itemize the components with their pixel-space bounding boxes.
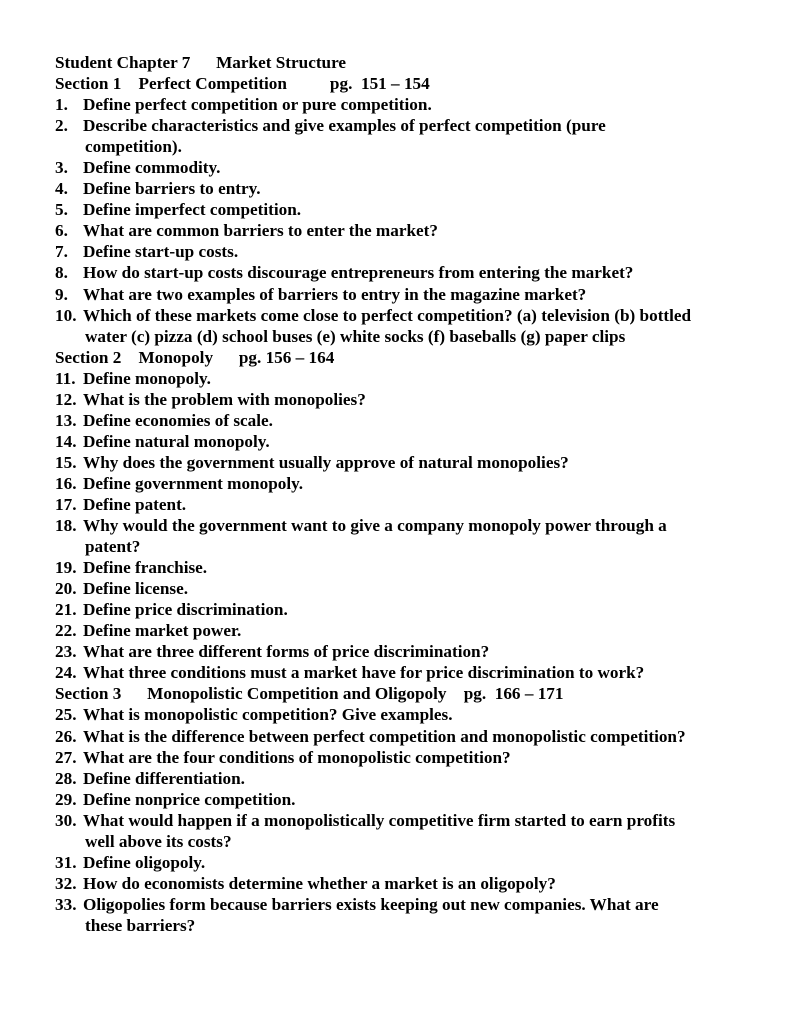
question-text: [83, 768, 755, 789]
question-item: [55, 641, 755, 662]
question-item: [55, 768, 755, 789]
question-item: [55, 452, 755, 473]
question-number: 26.: [55, 726, 77, 746]
question-number: 13.: [55, 410, 77, 430]
question-text: [83, 94, 755, 115]
question-continuation-line: well above its costs?: [85, 831, 232, 851]
question-text: [83, 157, 755, 178]
question-item: [55, 262, 755, 283]
question-number: 31.: [55, 852, 77, 872]
section-heading-section-3: Section 3 Monopolistic Competition and Oligopoly pg. 166 – 171: [55, 684, 564, 704]
question-text: [83, 452, 755, 473]
question-item: [55, 852, 755, 873]
question-number: 2.: [55, 116, 68, 136]
question-line: Oligopolies form because barriers exists keeping out new companies. What are: [83, 894, 659, 914]
question-line: Define government monopoly.: [83, 473, 304, 493]
section-heading-section-2: Section 2 Monopoly pg. 156 – 164: [55, 347, 335, 367]
question-line: What three conditions must a market have for price discrimination to work?: [83, 663, 645, 683]
question-text: [83, 220, 755, 241]
document-title: Student Chapter 7 Market Structure: [55, 53, 347, 72]
question-line: What is the problem with monopolies?: [83, 389, 366, 409]
question-line: Describe characteristics and give examples of perfect competition (pure: [83, 116, 606, 136]
question-text: [83, 873, 755, 894]
question-text: [83, 620, 755, 641]
question-item: [55, 599, 755, 620]
question-number: 32.: [55, 873, 77, 893]
question-number: 33.: [55, 894, 77, 914]
question-line: Define license.: [83, 579, 189, 599]
question-line: What are three different forms of price discrimination?: [83, 642, 490, 662]
question-item: [55, 368, 755, 389]
question-text: [83, 810, 755, 852]
question-number: 14.: [55, 431, 77, 451]
question-line: How do economists determine whether a market is an oligopoly?: [83, 873, 556, 893]
question-item: [55, 157, 755, 178]
question-number: 27.: [55, 747, 77, 767]
question-text: [83, 747, 755, 768]
question-text: [83, 599, 755, 620]
question-text: [83, 431, 755, 452]
question-number: 1.: [55, 95, 68, 115]
question-item: [55, 389, 755, 410]
question-text: [83, 641, 755, 662]
question-line: What is the difference between perfect competition and monopolistic competition?: [83, 726, 686, 746]
question-item: [55, 220, 755, 241]
question-number: 29.: [55, 789, 77, 809]
question-line: Define franchise.: [83, 558, 208, 578]
question-item: [55, 410, 755, 431]
question-text: [83, 473, 755, 494]
question-line: Define natural monopoly.: [83, 431, 270, 451]
question-number: 6.: [55, 221, 68, 241]
question-line: Define start-up costs.: [83, 242, 239, 262]
question-number: 18.: [55, 516, 77, 536]
question-number: 4.: [55, 179, 68, 199]
question-item: [55, 284, 755, 305]
question-text: [83, 115, 755, 157]
question-text: [83, 178, 755, 199]
question-item: [55, 747, 755, 768]
question-text: [83, 662, 755, 683]
question-line: Define patent.: [83, 494, 187, 514]
question-item: [55, 494, 755, 515]
question-continuation-line: competition).: [85, 137, 182, 157]
question-text: [83, 852, 755, 873]
question-text: [83, 305, 755, 347]
question-number: 22.: [55, 621, 77, 641]
question-text: [83, 410, 755, 431]
question-line: Why would the government want to give a company monopoly power through a: [83, 516, 667, 536]
question-item: [55, 557, 755, 578]
question-text: [83, 704, 755, 725]
question-number: 9.: [55, 284, 68, 304]
question-line: Define nonprice competition.: [83, 789, 296, 809]
question-item: [55, 662, 755, 683]
question-line: How do start-up costs discourage entrepreneurs from entering the market?: [83, 263, 634, 283]
question-line: Define economies of scale.: [83, 410, 273, 430]
question-number: 5.: [55, 200, 68, 220]
question-item: [55, 894, 755, 936]
question-item: [55, 620, 755, 641]
question-number: 8.: [55, 263, 68, 283]
document-body: [55, 52, 755, 936]
question-item: [55, 431, 755, 452]
question-line: Define perfect competition or pure competition.: [83, 95, 432, 115]
question-number: 16.: [55, 473, 77, 493]
question-line: Why does the government usually approve of natural monopolies?: [83, 452, 569, 472]
question-text: [83, 894, 755, 936]
question-line: What are the four conditions of monopolistic competition?: [83, 747, 511, 767]
question-number: 25.: [55, 705, 77, 725]
question-line: What would happen if a monopolistically competitive firm started to earn profits: [83, 810, 676, 830]
question-line: Define market power.: [83, 621, 242, 641]
question-text: [83, 284, 755, 305]
question-line: Define imperfect competition.: [83, 200, 302, 220]
question-line: Define monopoly.: [83, 368, 211, 388]
question-item: [55, 241, 755, 262]
question-continuation-line: patent?: [85, 537, 141, 557]
sections-container: [55, 73, 755, 936]
question-number: 28.: [55, 768, 77, 788]
question-number: 7.: [55, 242, 68, 262]
question-text: [83, 726, 755, 747]
question-number: 17.: [55, 494, 77, 514]
question-text: [83, 494, 755, 515]
question-item: [55, 704, 755, 725]
question-text: [83, 241, 755, 262]
question-line: What is monopolistic competition? Give examples.: [83, 705, 453, 725]
question-line: Which of these markets come close to perfect competition? (a) television (b) bottled: [83, 305, 692, 325]
question-item: [55, 199, 755, 220]
question-number: 12.: [55, 389, 77, 409]
question-item: [55, 810, 755, 852]
question-line: What are two examples of barriers to entry in the magazine market?: [83, 284, 587, 304]
question-item: [55, 726, 755, 747]
question-continuation-line: water (c) pizza (d) school buses (e) white socks (f) baseballs (g) paper clips: [85, 326, 626, 346]
question-number: 20.: [55, 579, 77, 599]
question-number: 19.: [55, 558, 77, 578]
question-item: [55, 473, 755, 494]
question-item: [55, 789, 755, 810]
question-number: 3.: [55, 158, 68, 178]
question-text: [83, 368, 755, 389]
question-item: [55, 578, 755, 599]
question-item: [55, 94, 755, 115]
question-number: 21.: [55, 600, 77, 620]
question-text: [83, 199, 755, 220]
question-number: 24.: [55, 663, 77, 683]
question-item: [55, 178, 755, 199]
question-line: Define price discrimination.: [83, 600, 288, 620]
question-line: Define barriers to entry.: [83, 179, 261, 199]
question-text: [83, 389, 755, 410]
question-number: 30.: [55, 810, 77, 830]
question-line: Define differentiation.: [83, 768, 245, 788]
question-number: 11.: [55, 368, 76, 388]
question-item: [55, 305, 755, 347]
question-text: [83, 789, 755, 810]
question-text: [83, 578, 755, 599]
question-line: Define commodity.: [83, 158, 221, 178]
question-continuation-line: these barriers?: [85, 915, 196, 935]
question-text: [83, 557, 755, 578]
question-item: [55, 873, 755, 894]
question-item: [55, 515, 755, 557]
section-heading-section-1: Section 1 Perfect Competition pg. 151 – 154: [55, 74, 430, 94]
question-text: [83, 262, 755, 283]
question-number: 15.: [55, 452, 77, 472]
question-text: [83, 515, 755, 557]
question-number: 10.: [55, 305, 77, 325]
question-item: [55, 115, 755, 157]
question-number: 23.: [55, 642, 77, 662]
question-line: What are common barriers to enter the market?: [83, 221, 438, 241]
question-line: Define oligopoly.: [83, 852, 206, 872]
